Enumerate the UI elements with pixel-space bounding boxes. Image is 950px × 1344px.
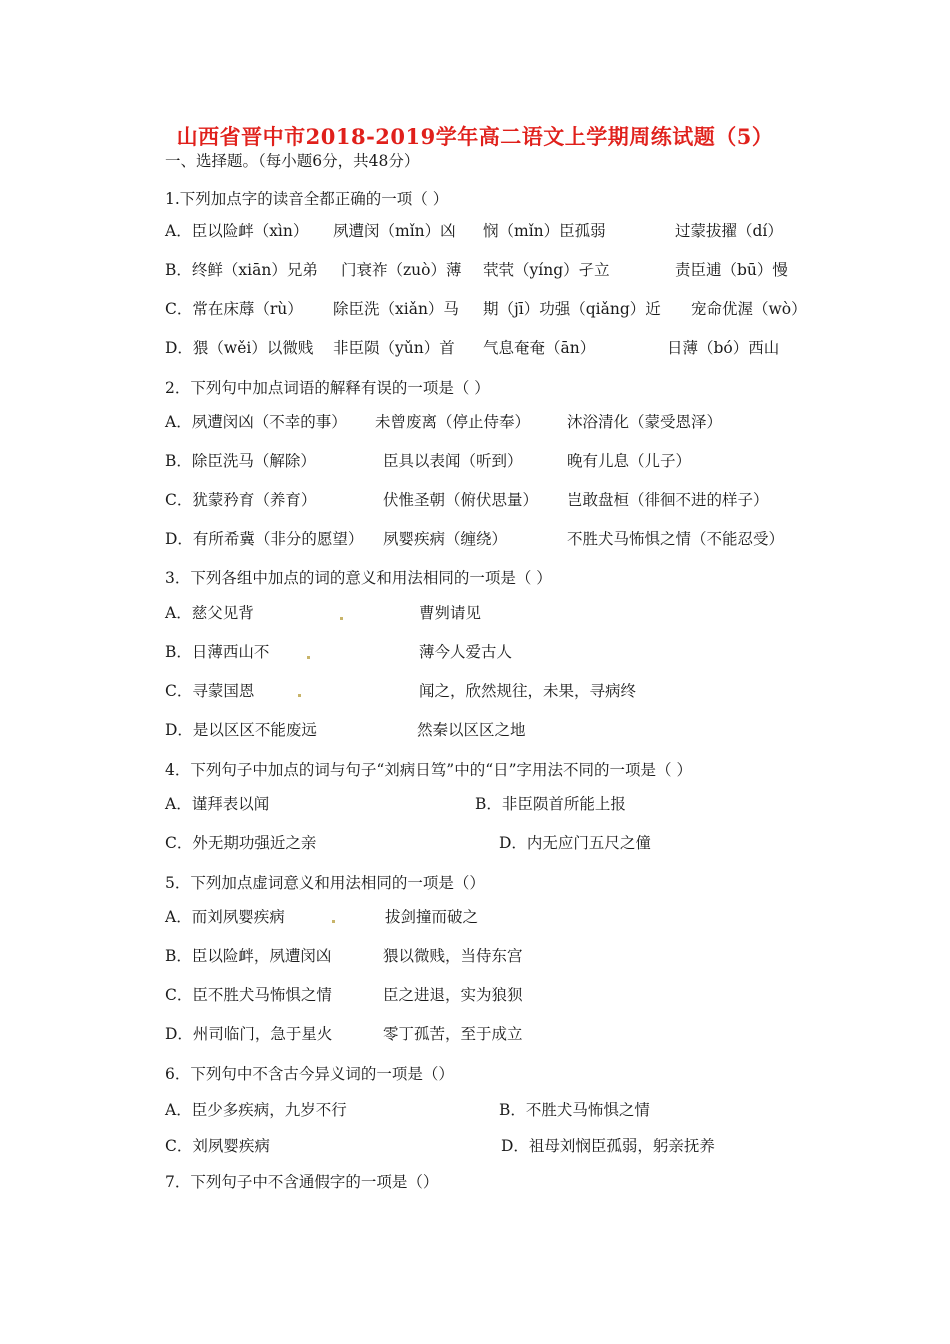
q2-c-part-3: 岂敢盘桓（徘徊不进的样子） bbox=[567, 491, 769, 509]
q6-row-2 bbox=[165, 1136, 865, 1156]
section-heading: 一、选择题。（每小题6分，共48分） bbox=[165, 152, 420, 170]
q1-d-part-2: 非臣陨（yǔn）首 bbox=[333, 339, 455, 357]
q5-option-d bbox=[165, 1024, 865, 1044]
q3-a-part-2: 曹刿请见 bbox=[419, 604, 482, 622]
q1-a-part-3: 悯（mǐn）臣孤弱 bbox=[483, 222, 606, 240]
q2-option-d bbox=[165, 529, 865, 549]
q6-option-d: D．祖母刘悯臣孤弱，躬亲抚养 bbox=[501, 1137, 715, 1155]
q3-option-d bbox=[165, 720, 865, 740]
question-7-stem: 7．下列句子中不含通假字的一项是（） bbox=[165, 1173, 439, 1191]
q2-option-b bbox=[165, 451, 865, 471]
q5-option-b bbox=[165, 946, 865, 966]
q1-c-part-3: 期（jī）功强（qiǎng）近 bbox=[483, 300, 661, 318]
question-4-stem: 4．下列句子中加点的词与句子“刘病日笃”中的“日”字用法不同的一项是（ ） bbox=[165, 761, 692, 779]
q1-b-part-4: 责臣逋（bū）慢 bbox=[675, 261, 788, 279]
q4-row-2 bbox=[165, 833, 865, 853]
q2-option-c bbox=[165, 490, 865, 510]
q3-b-part-2: 薄今人爱古人 bbox=[419, 643, 513, 661]
q1-c-part-1: C．常在床蓐（rù） bbox=[165, 300, 303, 318]
q5-c-part-1: C．臣不胜犬马怖惧之情 bbox=[165, 986, 332, 1004]
q2-a-part-2: 未曾废离（停止侍奉） bbox=[375, 413, 531, 431]
scan-dot bbox=[332, 920, 335, 923]
q1-d-part-1: D．猥（wěi）以微贱 bbox=[165, 339, 314, 357]
q2-a-part-1: A．夙遭闵凶（不幸的事） bbox=[165, 413, 347, 431]
q3-option-c bbox=[165, 681, 865, 701]
q2-b-part-3: 晚有儿息（儿子） bbox=[567, 452, 692, 470]
q1-b-part-2: 门衰祚（zuò）薄 bbox=[341, 261, 462, 279]
q2-d-part-3: 不胜犬马怖惧之情（不能忍受） bbox=[567, 530, 785, 548]
q6-option-a: A．臣少多疾病，九岁不行 bbox=[165, 1101, 347, 1119]
q4-option-d: D．内无应门五尺之僮 bbox=[499, 834, 651, 852]
q1-d-part-4: 日薄（bó）西山 bbox=[667, 339, 780, 357]
q1-b-part-3: 茕茕（yíng）孑立 bbox=[483, 261, 610, 279]
q5-a-part-2: 拔剑撞而破之 bbox=[385, 908, 479, 926]
q3-c-part-2: 闻之，欣然规往，未果，寻病终 bbox=[419, 682, 637, 700]
q1-option-a bbox=[165, 221, 865, 241]
q2-b-part-1: B．除臣洗马（解除） bbox=[165, 452, 316, 470]
q5-b-part-2: 猥以微贱，当侍东宫 bbox=[383, 947, 523, 965]
q3-option-a bbox=[165, 603, 865, 623]
q6-option-b: B．不胜犬马怖惧之情 bbox=[499, 1101, 650, 1119]
q5-d-part-1: D．州司临门，急于星火 bbox=[165, 1025, 333, 1043]
q1-d-part-3: 气息奄奄（ān） bbox=[483, 339, 596, 357]
q3-d-part-1: D．是以区区不能废远 bbox=[165, 721, 317, 739]
q5-option-c bbox=[165, 985, 865, 1005]
q1-b-part-1: B．终鲜（xiān）兄弟 bbox=[165, 261, 318, 279]
q5-a-part-1: A．而刘夙婴疾病 bbox=[165, 908, 285, 926]
scan-dot bbox=[340, 617, 343, 620]
scan-dot bbox=[307, 656, 310, 659]
q1-a-part-4: 过蒙拔擢（dí） bbox=[675, 222, 783, 240]
page-title: 山西省晋中市2018-2019学年高二语文上学期周练试题（5） bbox=[176, 124, 774, 149]
q5-d-part-2: 零丁孤苦，至于成立 bbox=[383, 1025, 523, 1043]
q4-row-1 bbox=[165, 794, 865, 814]
question-3-stem: 3．下列各组中加点的词的意义和用法相同的一项是（ ） bbox=[165, 569, 552, 587]
q1-option-c bbox=[165, 299, 865, 319]
q3-a-part-1: A．慈父见背 bbox=[165, 604, 254, 622]
q2-a-part-3: 沐浴清化（蒙受恩泽） bbox=[567, 413, 723, 431]
q1-c-part-4: 宠命优渥（wò） bbox=[691, 300, 807, 318]
q4-option-b: B．非臣陨首所能上报 bbox=[475, 795, 626, 813]
q5-option-a bbox=[165, 907, 865, 927]
q2-d-part-1: D．有所希冀（非分的愿望） bbox=[165, 530, 364, 548]
q1-option-d bbox=[165, 338, 865, 358]
q1-option-b bbox=[165, 260, 865, 280]
q6-option-c: C．刘夙婴疾病 bbox=[165, 1137, 270, 1155]
q3-d-part-2: 然秦以区区之地 bbox=[417, 721, 526, 739]
q1-c-part-2: 除臣洗（xiǎn）马 bbox=[333, 300, 459, 318]
q2-option-a bbox=[165, 412, 865, 432]
q2-d-part-2: 夙婴疾病（缠绕） bbox=[383, 530, 508, 548]
q5-b-part-1: B．臣以险衅，夙遭闵凶 bbox=[165, 947, 332, 965]
q2-c-part-2: 伏惟圣朝（俯伏思量） bbox=[383, 491, 539, 509]
q1-a-part-2: 夙遭闵（mǐn）凶 bbox=[333, 222, 456, 240]
question-2-stem: 2．下列句中加点词语的解释有误的一项是（ ） bbox=[165, 379, 490, 397]
q3-option-b bbox=[165, 642, 865, 662]
q1-a-part-1: A．臣以险衅（xìn） bbox=[165, 222, 309, 240]
question-6-stem: 6．下列句中不含古今异义词的一项是（） bbox=[165, 1065, 454, 1083]
q4-option-a: A．谨拜表以闻 bbox=[165, 795, 270, 813]
q3-b-part-1: B．日薄西山不 bbox=[165, 643, 270, 661]
q4-option-c: C．外无期功强近之亲 bbox=[165, 834, 317, 852]
q2-b-part-2: 臣具以表闻（听到） bbox=[383, 452, 523, 470]
question-5-stem: 5．下列加点虚词意义和用法相同的一项是（） bbox=[165, 874, 485, 892]
q3-c-part-1: C．寻蒙国恩 bbox=[165, 682, 255, 700]
q5-c-part-2: 臣之进退，实为狼狈 bbox=[383, 986, 523, 1004]
question-1-stem: 1.下列加点字的读音全都正确的一项（ ） bbox=[165, 190, 449, 208]
scan-dot bbox=[298, 694, 301, 697]
q6-row-1 bbox=[165, 1100, 865, 1120]
q2-c-part-1: C．犹蒙矜育（养育） bbox=[165, 491, 317, 509]
